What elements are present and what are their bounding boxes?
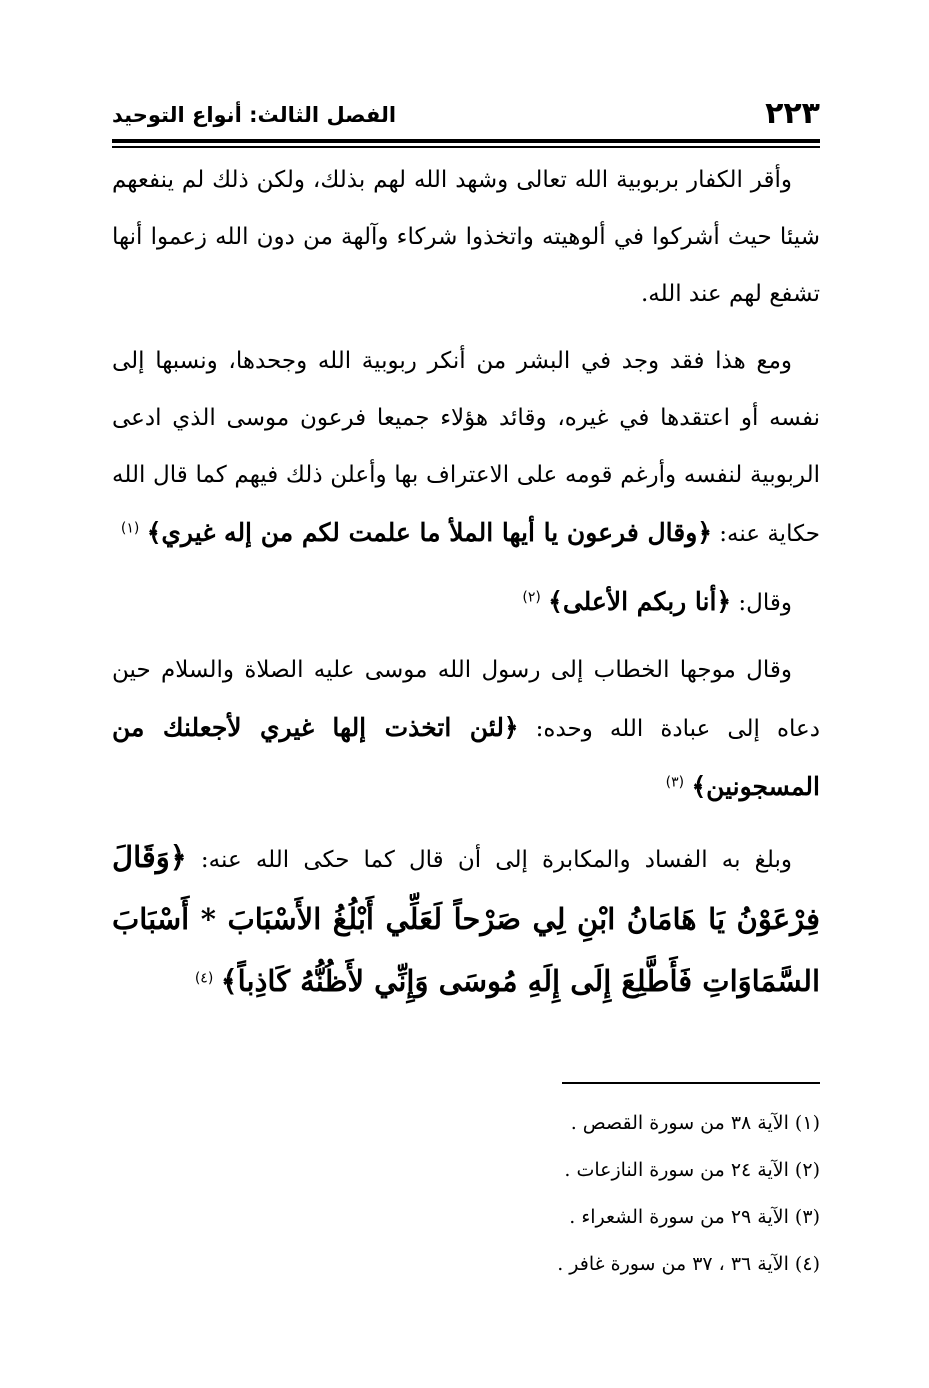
paragraph-3 bbox=[112, 573, 820, 632]
paragraph-2 bbox=[112, 333, 820, 563]
footnote-3: (٣) الآية ٢٩ من سورة الشعراء . bbox=[569, 1206, 820, 1228]
chapter-title: الفصل الثالث: أنواع التوحيد bbox=[112, 103, 397, 127]
quran-quote-1: ﴿وقال فرعون يا أيها الملأ ما علمت لكم من إله غيري﴾ bbox=[146, 518, 712, 547]
quran-quote-3: ﴿لئن اتخذت إلها غيري لأجعلنك من المسجونين﴾ bbox=[112, 713, 820, 801]
footnote-separator bbox=[562, 1082, 820, 1084]
footnote-4: (٤) الآية ٣٦ ، ٣٧ من سورة غافر . bbox=[557, 1253, 820, 1275]
footnote-ref-1: (١) bbox=[120, 520, 140, 537]
footnote-ref-3: (٣) bbox=[665, 774, 685, 791]
page-header bbox=[112, 94, 820, 136]
paragraph-1: وأقر الكفار بربوبية الله تعالى وشهد الله لهم بذلك، ولكن ذلك لم ينفعهم شيئا حيث أشركوا في ألوهيته واتخذوا شركاء وآلهة من دون الله زعموا أنها تشفع لهم عند الله. bbox=[112, 167, 820, 307]
quran-quote-2: ﴿أنا ربكم الأعلى﴾ bbox=[548, 587, 732, 616]
footnote-1: (١) الآية ٣٨ من سورة القصص . bbox=[570, 1112, 820, 1134]
paragraph-5 bbox=[112, 827, 820, 1013]
page-number: ٢٢٣ bbox=[765, 96, 820, 131]
header-rule-thick bbox=[112, 139, 820, 143]
paragraph-2-text: ومع هذا فقد وجد في البشر من أنكر ربوبية الله وجحدها، ونسبها إلى نفسه أو اعتقدها في غيره، وقائد هؤلاء جميعا فرعون موسى الذي ادعى الربوبية لنفسه وأرغم قومه على الاعتراف بها وأعلن ذلك فيهم كما قال الله حكاية عنه: bbox=[112, 348, 820, 547]
quran-quote-4: ﴿وَقَالَ فِرْعَوْنُ يَا هَامَانُ ابْنِ لِي صَرْحاً لَعَلِّي أَبْلُغُ الأَسْبَابَ * أَسْبَابَ السَّمَاوَاتِ فَأَطَّلِعَ إِلَى إِلَهِ مُوسَى وَإِنِّي لأَظُنُّهُ كَاذِباً﴾ bbox=[112, 840, 820, 998]
paragraph-3-text: وقال: bbox=[738, 590, 792, 616]
body-text bbox=[112, 152, 820, 1013]
header-rule-thin bbox=[112, 146, 820, 148]
footnote-2: (٢) الآية ٢٤ من سورة النازعات . bbox=[564, 1159, 820, 1181]
paragraph-5-text: وبلغ به الفساد والمكابرة إلى أن قال كما حكى الله عنه: bbox=[200, 847, 792, 873]
footnote-ref-4: (٤) bbox=[194, 970, 214, 987]
paragraph-4-text: وقال موجها الخطاب إلى رسول الله موسى عليه الصلاة والسلام حين دعاه إلى عبادة الله وحده: bbox=[112, 657, 821, 742]
footnote-ref-2: (٢) bbox=[522, 589, 541, 606]
paragraph-4 bbox=[112, 642, 820, 817]
footnotes bbox=[112, 1100, 820, 1288]
